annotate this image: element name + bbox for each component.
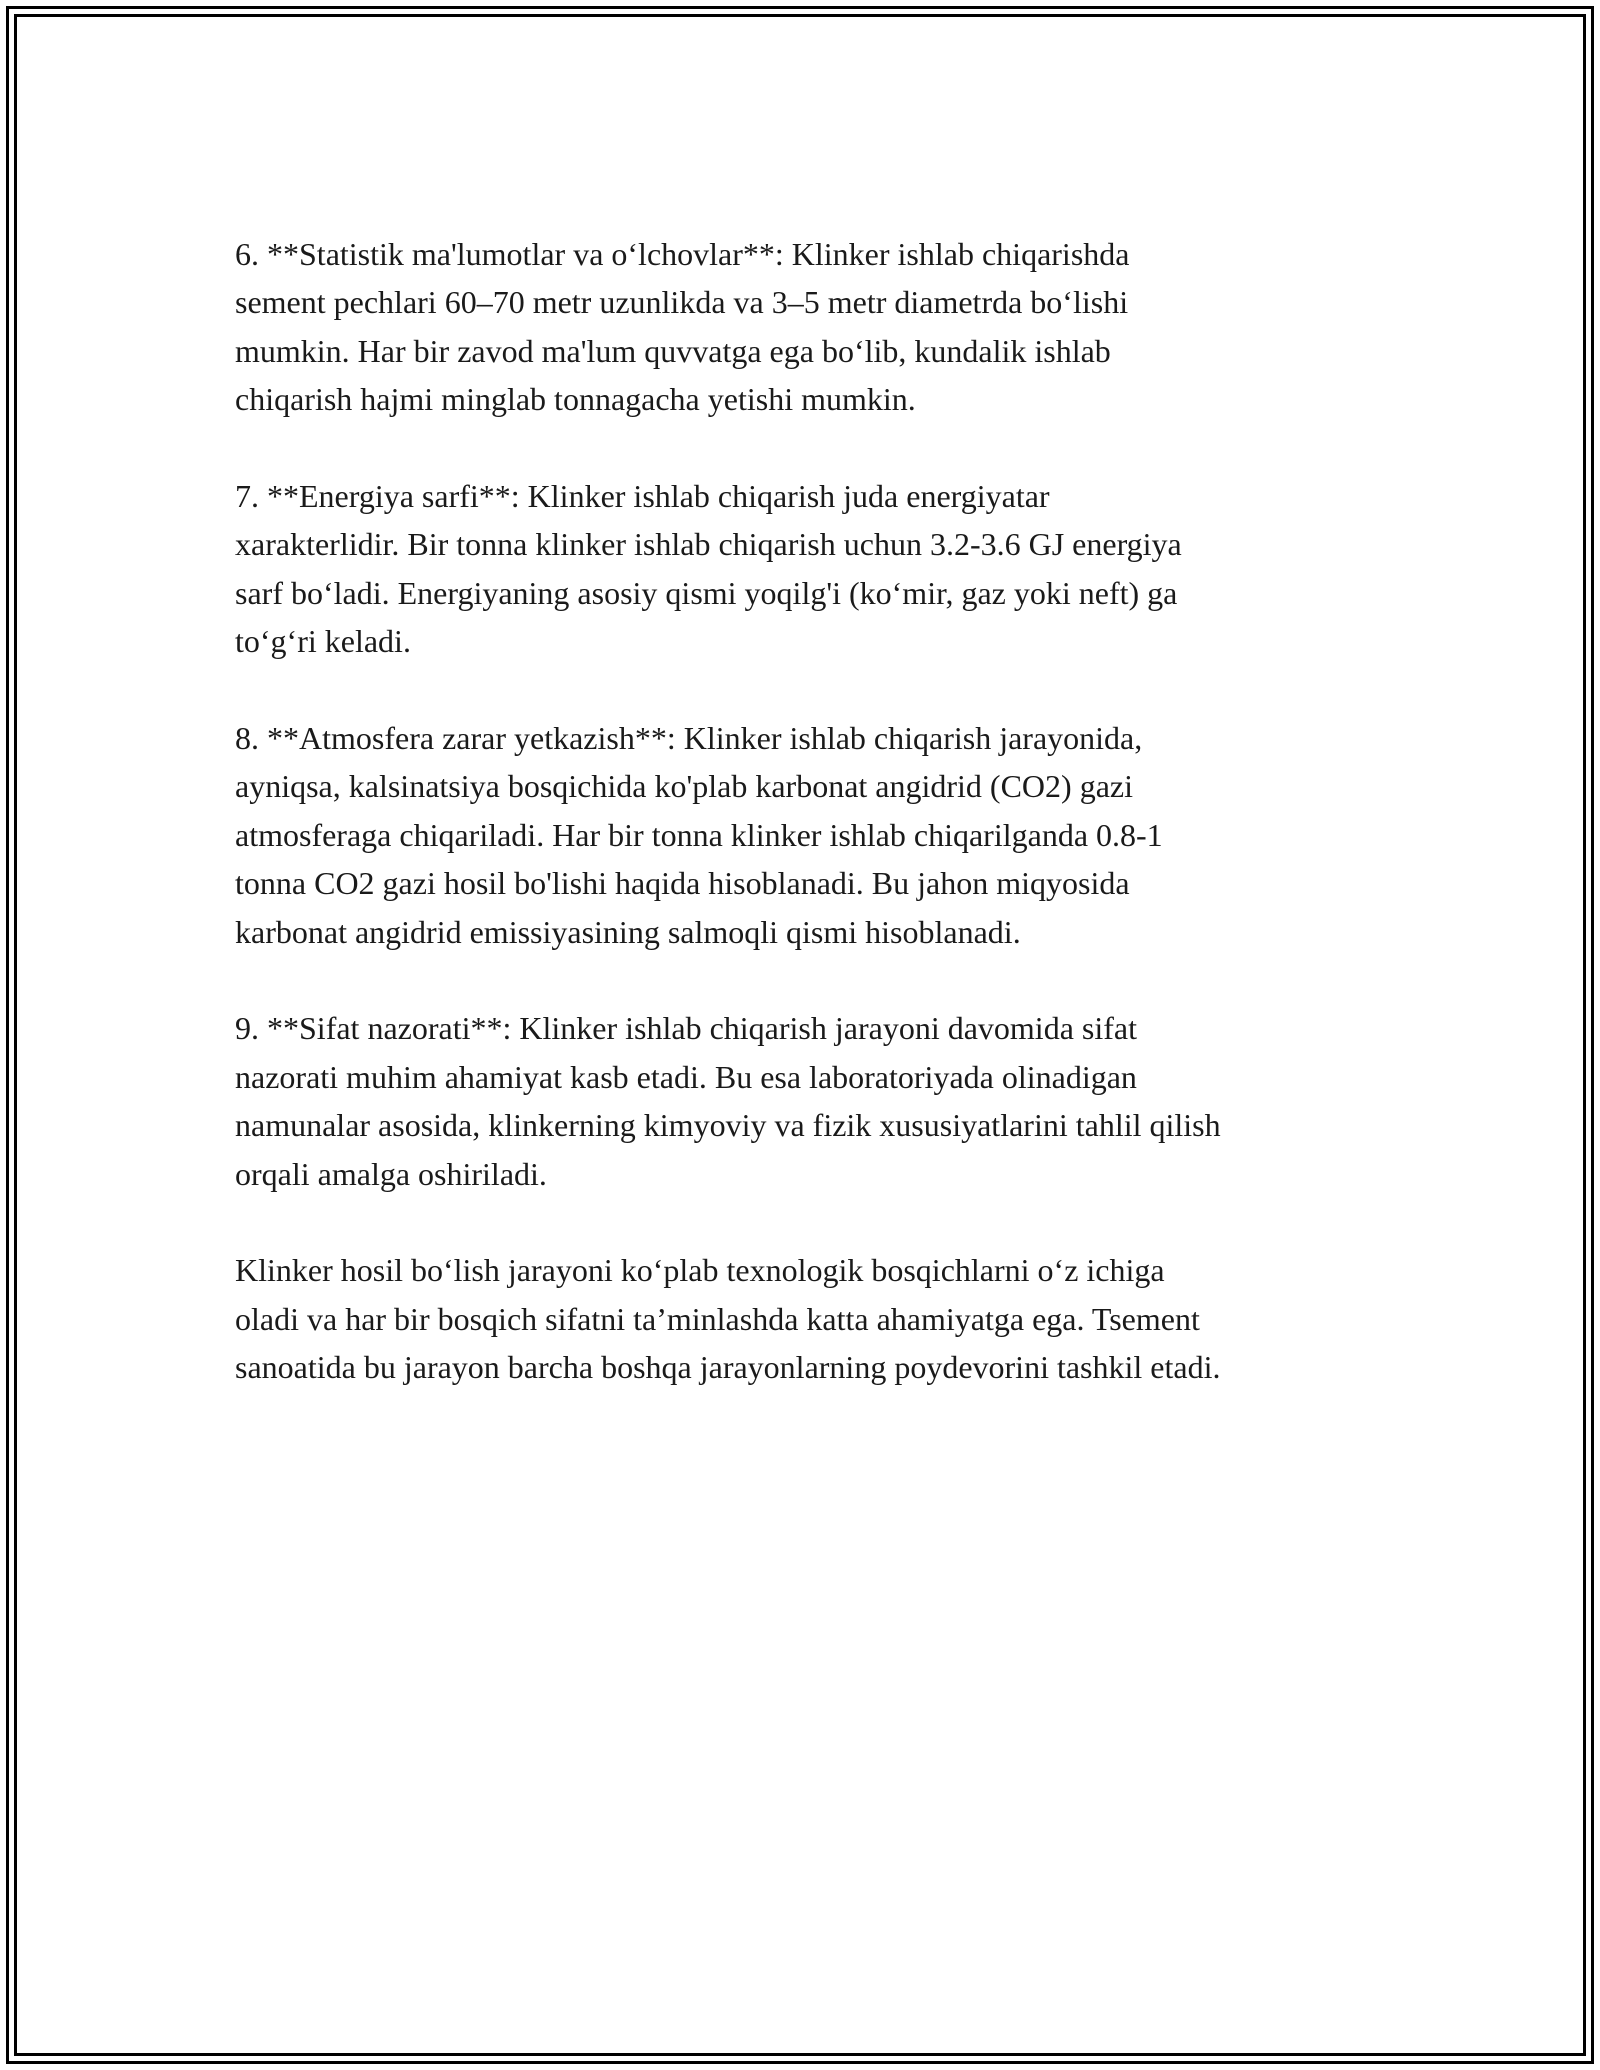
text-line: ayniqsa, kalsinatsiya bosqichida ko'plab karbonat angidrid (CO2) gazi (235, 768, 1133, 805)
text-line: tonna CO2 gazi hosil bo'lishi haqida hisoblanadi. Bu jahon miqyosida (235, 865, 1130, 902)
text-line: 8. **Atmosfera zarar yetkazish**: Klinker ishlab chiqarish jarayonida, (235, 720, 1143, 757)
text-line: 6. **Statistik ma'lumotlar va o‘lchovlar**: Klinker ishlab chiqarishda (235, 236, 1130, 272)
text-line: to‘g‘ri keladi. (235, 623, 411, 660)
text-line: namunalar asosida, klinkerning kimyoviy va fizik xususiyatlarini tahlil qilish (235, 1107, 1221, 1144)
text-line: orqali amalga oshiriladi. (235, 1155, 547, 1192)
text-line: mumkin. Har bir zavod ma'lum quvvatga ega bo‘lib, kundalik ishlab (235, 332, 1111, 369)
text-line: 7. **Energiya sarfi**: Klinker ishlab chiqarish juda energiyatar (235, 478, 1050, 515)
text-line: sarf bo‘ladi. Energiyaning asosiy qismi yoqilg'i (ko‘mir, gaz yoki neft) ga (235, 574, 1178, 611)
text-line: 9. **Sifat nazorati**: Klinker ishlab chiqarish jarayoni davomida sifat (235, 1010, 1137, 1047)
paragraph-statistics (235, 230, 1375, 424)
paragraph-quality-control (235, 1004, 1375, 1198)
text-line: oladi va har bir bosqich sifatni ta’minlashda katta ahamiyatga ega. Tsement (235, 1300, 1200, 1337)
document-body (235, 230, 1375, 1440)
text-line: nazorati muhim ahamiyat kasb etadi. Bu esa laboratoriyada olinadigan (235, 1058, 1137, 1095)
text-line: chiqarish hajmi minglab tonnagacha yetishi mumkin. (235, 381, 916, 418)
text-line: Klinker hosil bo‘lish jarayoni ko‘plab texnologik bosqichlarni o‘z ichiga (235, 1252, 1165, 1289)
text-line: atmosferaga chiqariladi. Har bir tonna klinker ishlab chiqarilganda 0.8-1 (235, 816, 1163, 853)
text-line: karbonat angidrid emissiyasining salmoqli qismi hisoblanadi. (235, 913, 1021, 950)
text-line: sanoatida bu jarayon barcha boshqa jarayonlarning poydevorini tashkil etadi. (235, 1349, 1221, 1386)
paragraph-conclusion (235, 1246, 1375, 1391)
text-line: xarakterlidir. Bir tonna klinker ishlab chiqarish uchun 3.2-3.6 GJ energiya (235, 526, 1182, 563)
paragraph-energy (235, 472, 1375, 666)
text-line: sement pechlari 60–70 metr uzunlikda va 3–5 metr diametrda bo‘lishi (235, 284, 1129, 321)
paragraph-atmosphere (235, 714, 1375, 956)
